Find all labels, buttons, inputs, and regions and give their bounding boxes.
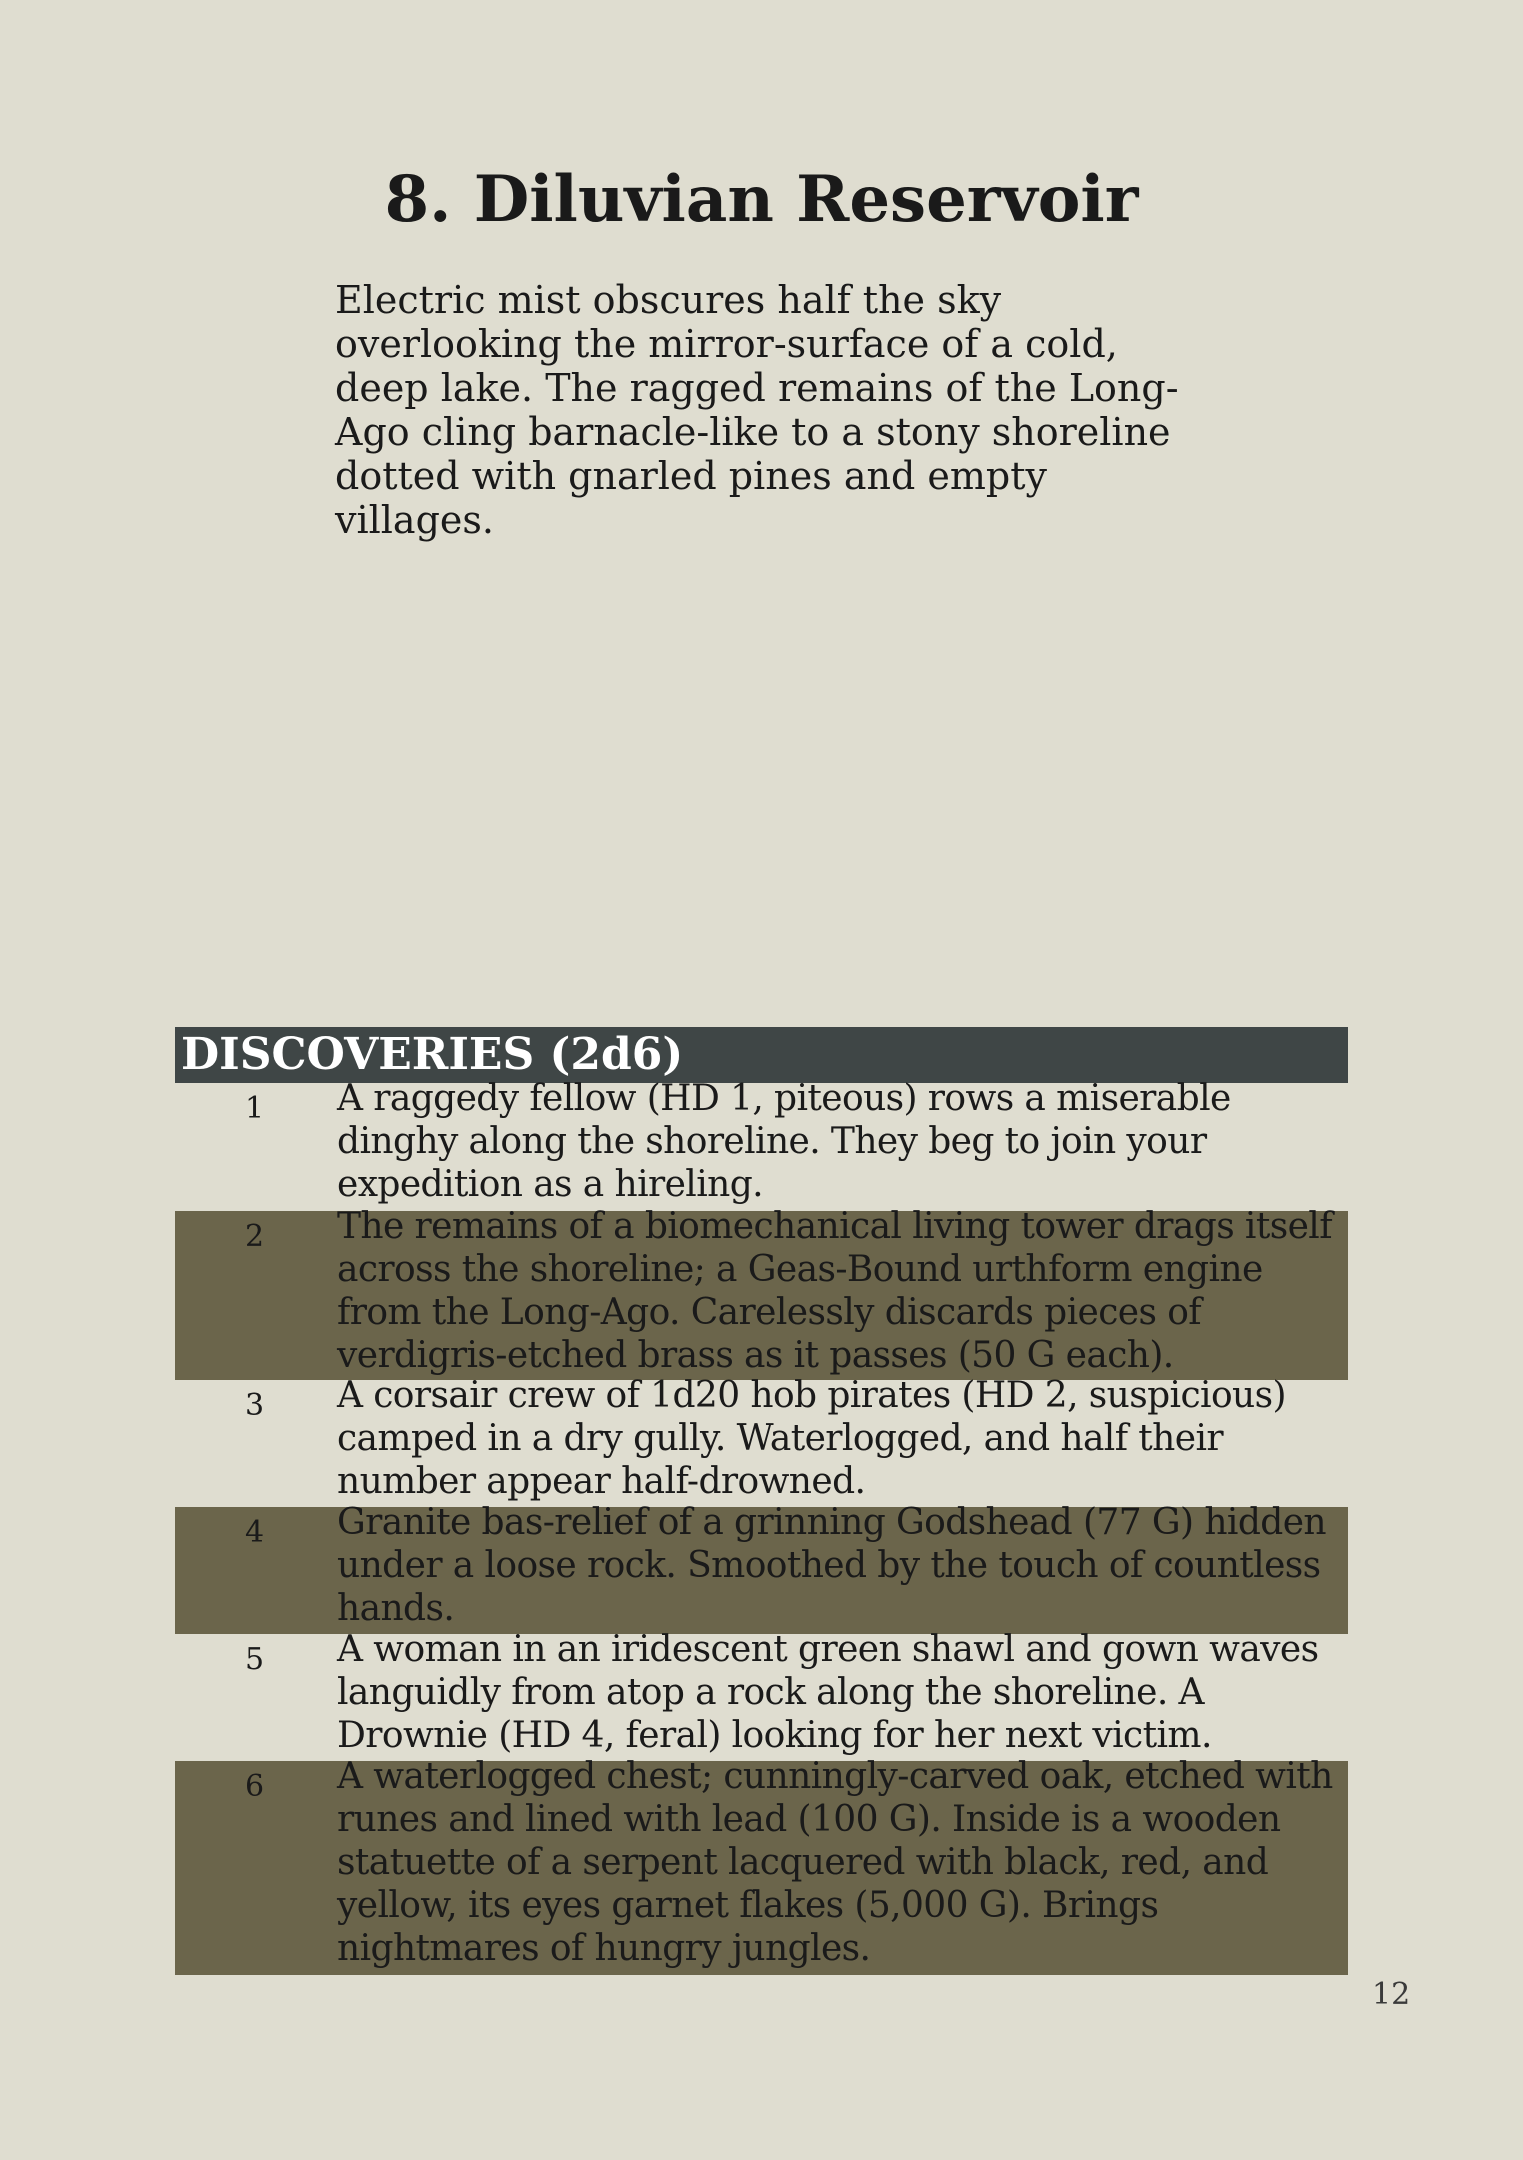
row-number: 1 xyxy=(245,1091,265,1126)
table-row xyxy=(175,1078,1348,1211)
table-row xyxy=(175,1629,1348,1761)
row-text: The remains of a biomechanical living tower drags itself across the shoreline; a Geas-Bound urthform engine from the Long-Ago. Carelessly discards pieces of verdigris-etched brass as it passes (50 G each). xyxy=(337,1206,1332,1376)
row-text: A woman in an iridescent green shawl and gown waves languidly from atop a rock along the shoreline. A Drownie (HD 4, feral) looking for her next victim. xyxy=(337,1629,1319,1756)
row-number: 5 xyxy=(245,1642,265,1677)
page-number: 12 xyxy=(1372,1977,1411,2012)
table-row xyxy=(175,1502,1348,1634)
page-title: 8. Diluvian Reservoir xyxy=(384,162,1139,237)
row-text: Granite bas-relief of a grinning Godshead (77 G) hidden under a loose rock. Smoothed by the touch of countless hands. xyxy=(337,1502,1326,1629)
discoveries-heading: DISCOVERIES (2d6) xyxy=(175,1027,1348,1083)
intro-paragraph: Electric mist obscures half the sky overlooking the mirror-surface of a cold, deep lake. The ragged remains of the Long-Ago cling barnacle-like to a stony shoreline dotted with gnarled pines and empty villages. xyxy=(335,278,1179,542)
discoveries-table xyxy=(175,1027,1348,1975)
row-number: 2 xyxy=(245,1219,265,1254)
row-number: 6 xyxy=(245,1769,265,1804)
row-number: 4 xyxy=(245,1515,265,1550)
table-row xyxy=(175,1206,1348,1380)
row-text: A raggedy fellow (HD 1, piteous) rows a miserable dinghy along the shoreline. They beg to join your expedition as a hireling. xyxy=(337,1078,1231,1205)
table-row xyxy=(175,1375,1348,1507)
row-text: A waterlogged chest; cunningly-carved oak, etched with runes and lined with lead (100 G). Inside is a wooden statuette of a serpent lacquered with black, red, and yellow, its eyes garnet flakes (5,000 G). Brings nightmares of hungry jungles. xyxy=(337,1756,1333,1969)
table-row xyxy=(175,1756,1348,1975)
row-number: 3 xyxy=(245,1388,265,1423)
row-text: A corsair crew of 1d20 hob pirates (HD 2, suspicious) camped in a dry gully. Waterlogged, and half their number appear half-drowned. xyxy=(337,1375,1286,1502)
